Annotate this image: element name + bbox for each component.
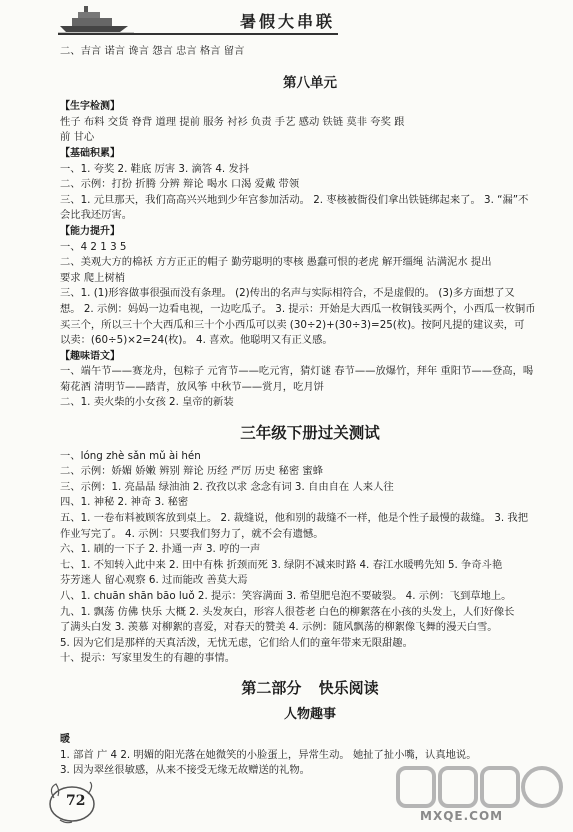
answer-line: 买三个，所以三十个大西瓜和三十个小西瓜可以卖 (30÷2)+(30÷3)=25(枚)。按阿凡提的建议卖，可 — [60, 318, 525, 331]
section-label: 【基础积累】 — [60, 147, 120, 159]
answer-line: 了满头白发 3. 羡慕 对柳絮的喜爱，对春天的赞美 4. 示例：随风飘荡的柳絮像飞舞的漫天白雪。 — [60, 621, 498, 634]
answer-line: 一、端午节——赛龙舟，包粽子 元宵节——吃元宵，猜灯谜 春节——放爆竹，拜年 重阳节——登高，喝 — [60, 365, 534, 378]
header-rule — [58, 33, 338, 35]
page-number: 72 — [66, 793, 86, 809]
answer-line: 三、1. (1)形容做事很强而没有条理。 (2)传出的名声与实际相符合，不是虚假的。 (3)多方面想了又 — [60, 287, 515, 300]
answer-line: 作业写完了。 4. 示例：只要我们努力了，就不会有遗憾。 — [60, 527, 324, 540]
section-label: 【生字检测】 — [60, 101, 120, 113]
page-content — [60, 44, 560, 779]
answer-line: 以卖：(60÷5)×2=24(枚)。 4. 喜欢。他聪明又有正义感。 — [60, 334, 333, 347]
answer-line: 二、示例：打扮 折腾 分辨 辩论 喝水 口渴 爱戴 带领 — [60, 178, 300, 191]
test-title: 三年级下册过关测试 — [240, 423, 380, 443]
answer-line: 要求 爬上树梢 — [60, 271, 126, 284]
answer-line: 六、1. 刷的一下子 2. 扑通一声 3. 哼的一声 — [60, 543, 261, 556]
answer-line: 二、示例：娇媚 娇嫩 辨别 辩论 历经 严厉 历史 秘密 蜜蜂 — [60, 465, 324, 478]
section-label: 【能力提升】 — [60, 225, 120, 237]
answer-line: 三、1. 元旦那天，我们高高兴兴地到少年宫参加活动。 2. 枣核被衙役们拿出铁链绑起来了。 3. “漏”不 — [60, 193, 529, 206]
answer-line: 二、吉言 诺言 谗言 怨言 忠言 格言 留言 — [60, 45, 245, 57]
answer-line: 想。 2. 示例：妈妈一边看电视，一边吃瓜子。 3. 提示：开始是大西瓜一枚铜钱买两个，小西瓜一枚铜币 — [60, 302, 536, 315]
answer-line: 二、美观大方的棉袄 方方正正的帽子 勤劳聪明的枣核 愚蠢可恨的老虎 解开缰绳 沾满泥水 提出 — [60, 256, 492, 269]
section-label: 【趣味语文】 — [60, 350, 120, 362]
answer-line: 会比我还厉害。 — [60, 209, 133, 222]
part-title: 第二部分 快乐阅读 — [241, 678, 379, 697]
answer-line: 五、1. 一卷布料被顾客放到桌上。 2. 裁缝说，他和别的裁缝不一样，他是个性子最慢的裁缝。 3. 我把 — [60, 512, 529, 525]
answer-line: 七、1. 不知转入此中来 2. 田中有株 折颈而死 3. 绿阴不减来时路 4. 春江水暖鸭先知 5. 争奇斗艳 — [60, 558, 503, 571]
answer-line: 一、1. 夸奖 2. 鞋底 厉害 3. 滴答 4. 发抖 — [60, 162, 250, 175]
answer-line: 三、示例：1. 亮晶晶 绿油油 2. 孜孜以求 念念有词 3. 自由自在 人来人往 — [60, 480, 394, 493]
reading-label: 暖 — [60, 734, 70, 746]
answer-line: 芬芳迷人 留心观察 6. 过而能改 善莫大焉 — [60, 574, 248, 587]
answer-line: 一、lóng zhè sǎn mǔ ài hén — [60, 449, 201, 462]
answer-line: 二、1. 卖火柴的小女孩 2. 皇帝的新装 — [60, 396, 234, 409]
unit-title: 第八单元 — [283, 74, 337, 91]
answer-line: 5. 因为它们是那样的天真活泼，无忧无虑，它们给人们的童年带来无限甜趣。 — [60, 636, 413, 649]
answer-line: 八、1. chuān shān bāo luǒ 2. 提示：笑容满面 3. 希望肥皂泡不要破裂。 4. 示例：飞到草地上。 — [60, 590, 512, 602]
ship-logo-icon — [58, 4, 136, 34]
part-subtitle: 人物趣事 — [283, 706, 336, 722]
answer-line: 十、提示：写家里发生的有趣的事情。 — [60, 652, 236, 665]
answer-line: 菊花酒 清明节——踏青，放风筝 中秋节——赏月，吃月饼 — [60, 380, 324, 393]
answer-line: 一、4 2 1 3 5 — [60, 240, 127, 253]
book-title: 暑假大串联 — [240, 12, 336, 31]
answer-line: 前 甘心 — [60, 131, 95, 144]
answer-line: 3. 因为翠丝很敏感，从来不接受无缘无故赠送的礼物。 — [60, 764, 310, 777]
answer-line: 四、1. 神秘 2. 神奇 3. 秘密 — [60, 496, 189, 509]
answer-line: 九、1. 飘荡 仿佛 快乐 大概 2. 头发灰白，形容人很苍老 白色的柳絮落在小孩的头发上，人们好像长 — [60, 605, 515, 618]
watermark-text: MXQE.COM — [420, 809, 504, 823]
answer-line: 性子 布料 交货 脊背 道理 提前 服务 衬衫 负责 手艺 感动 铁链 莫非 夸奖 跟 — [60, 115, 405, 128]
answer-line: 1. 部首 广 4 2. 明媚的阳光落在她微笑的小脸蛋上，异常生动。 她扯了扯小嘴，认真地说。 — [60, 748, 477, 761]
